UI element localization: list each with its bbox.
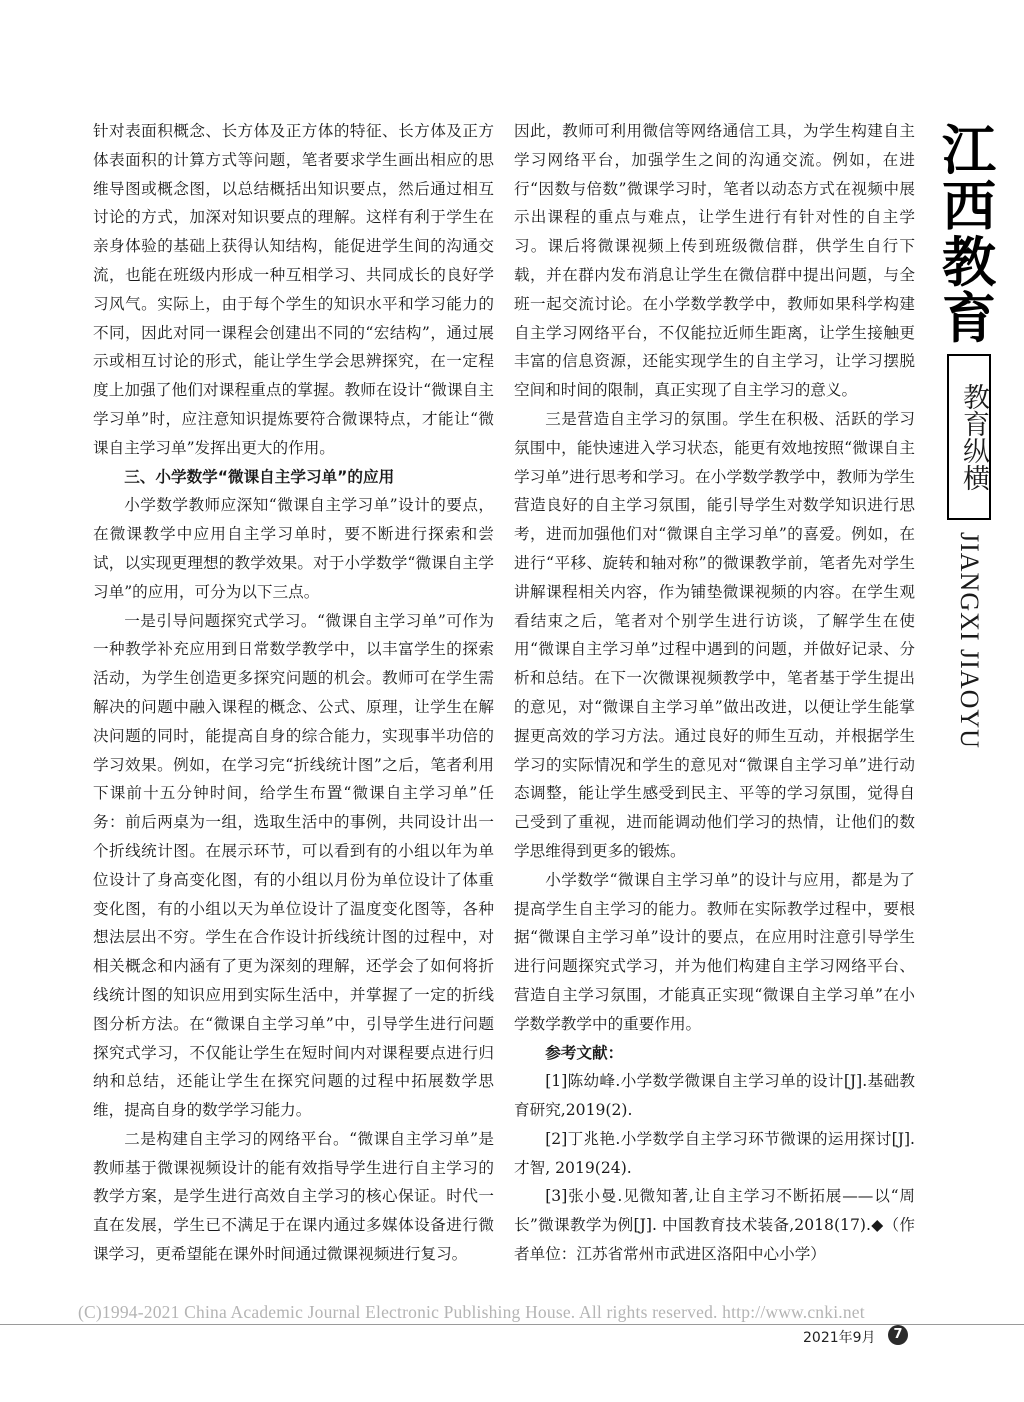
section-heading: 三、小学数学“微课自主学习单”的应用 (124, 467, 395, 486)
issue-date: 2021年9月 (803, 1330, 876, 1346)
left-column (93, 117, 494, 1269)
paragraph: 针对表面积概念、长方体及正方体的特征、长方体及正方体表面积的计算方式等问题，笔者要求学生画出相应的思维导图或概念图，以总结概括出知识要点，然后通过相互讨论的方式，加深对知识要点的理解。这样有利于学生在亲身体验的基础上获得认知结构，能促进学生间的沟通交流，也能在班级内形成一种互相学习、共同成长的良好学习风气。实际上，由于每个学生的知识水平和学习能力的不同，因此对同一课程会创建出不同的“宏结构”，通过展示或相互讨论的形式，能让学生学会思辨探究，在一定程度上加强了他们对课程重点的掌握。教师在设计“微课自主学习单”时，应注意知识提炼要符合微课特点，才能让“微课自主学习单”发挥出更大的作用。 (93, 122, 494, 457)
paragraph: 二是构建自主学习的网络平台。“微课自主学习单”是教师基于微课视频设计的能有效指导学生进行自主学习的教学方案，是学生进行高效自主学习的核心保证。时代一直在发展，学生已不满足于在课内通过多媒体设备进行微课学习，更希望能在课外时间通过微课视频进行复习。 (93, 1129, 494, 1264)
right-column (514, 117, 915, 1269)
page-number-badge: 7 (888, 1325, 908, 1345)
journal-pinyin: JIANGXI JIAOYU (955, 532, 984, 749)
paragraph: 小学数学“微课自主学习单”的设计与应用，都是为了提高学生自主学习的能力。教师在实际教学过程中，要根据“微课自主学习单”设计的要点，在应用时注意引导学生进行问题探究式学习，并为他们构建自主学习网络平台、营造自主学习氛围，才能真正实现“微课自主学习单”在小学数学教学中的重要作用。 (514, 870, 915, 1033)
copyright-watermark: (C)1994-2021 China Academic Journal Electronic Publishing House. All rights reserved. http://www.cnki.net (78, 1302, 865, 1322)
paragraph: 一是引导问题探究式学习。“微课自主学习单”可作为一种教学补充应用到日常数学教学中，以丰富学生的探索活动，为学生创造更多探究问题的机会。教师可在学生需解决的问题中融入课程的概念、公式、原理，让学生在解决问题的同时，能提高自身的综合能力，实现事半功倍的学习效果。例如，在学习完“折线统计图”之后，笔者利用下课前十五分钟时间，给学生布置“微课自主学习单”任务：前后两桌为一组，选取生活中的事例，共同设计出一个折线统计图。在展示环节，可以看到有的小组以年为单位设计了身高变化图，有的小组以月份为单位设计了体重变化图，有的小组以天为单位设计了温度变化图等，各种想法层出不穷。学生在合作设计折线统计图的过程中，对相关概念和内涵有了更为深刻的理解，还学会了如何将折线统计图的知识应用到实际生活中，并掌握了一定的折线图分析方法。在“微课自主学习单”中，引导学生进行问题探究式学习，不仅能让学生在短时间内对课程要点进行归纳和总结，还能让学生在探究问题的过程中拓展数学思维，提高自身的数学学习能力。 (93, 611, 494, 1120)
journal-logo: 江西教育 (942, 118, 996, 350)
reference-item: [2]丁兆艳.小学数学自主学习环节微课的运用探讨[J].才智, 2019(24). (514, 1129, 915, 1177)
paragraph: 小学数学教师应深知“微课自主学习单”设计的要点，在微课教学中应用自主学习单时，要不断进行探索和尝试，以实现更理想的教学效果。对于小学数学“微课自主学习单”的应用，可分为以下三点。 (93, 496, 494, 601)
section-label: 教育纵横 (947, 354, 991, 520)
footer-divider (0, 1324, 1024, 1325)
paragraph: 三是营造自主学习的氛围。学生在积极、活跃的学习氛围中，能快速进入学习状态，能更有效地按照“微课自主学习单”进行思考和学习。在小学数学教学中，教师为学生营造良好的自主学习氛围，能引导学生对数学知识进行思考，进而加强他们对“微课自主学习单”的喜爱。例如，在进行“平移、旋转和轴对称”的微课教学前，笔者先对学生讲解课程相关内容，作为铺垫微课视频的内容。在学生观看结束之后，笔者对个别学生进行访谈，了解学生在使用“微课自主学习单”过程中遇到的问题，并做好记录、分析和总结。在下一次微课视频教学中，笔者基于学生提出的意见，对“微课自主学习单”做出改进，以便让学生能掌握更高效的学习方法。通过良好的师生互动，并根据学生学习的实际情况和学生的意见对“微课自主学习单”进行动态调整，能让学生感受到民主、平等的学习氛围，觉得自己受到了重视，进而能调动他们学习的热情，让他们的数学思维得到更多的锻炼。 (514, 409, 915, 860)
references-heading: 参考文献： (545, 1043, 624, 1062)
journal-masthead (928, 118, 1010, 772)
reference-item: [1]陈幼峰.小学数学微课自主学习单的设计[J].基础教育研究,2019(2). (514, 1072, 915, 1120)
reference-item: [3]张小曼.见微知著,让自主学习不断拓展——以“周长”微课教学为例[J]. 中国教育技术装备,2018(17).◆（作者单位：江苏省常州市武进区洛阳中心小学） (514, 1187, 915, 1264)
paragraph: 因此，教师可利用微信等网络通信工具，为学生构建自主学习网络平台，加强学生之间的沟通交流。例如，在进行“因数与倍数”微课学习时，笔者以动态方式在视频中展示出课程的重点与难点，让学生进行有针对性的自主学习。课后将微课视频上传到班级微信群，供学生自行下载，并在群内发布消息让学生在微信群中提出问题，与全班一起交流讨论。在小学数学教学中，教师如果科学构建自主学习网络平台，不仅能拉近师生距离，让学生接触更丰富的信息资源，还能实现学生的自主学习，让学习摆脱空间和时间的限制，真正实现了自主学习的意义。 (514, 122, 915, 400)
